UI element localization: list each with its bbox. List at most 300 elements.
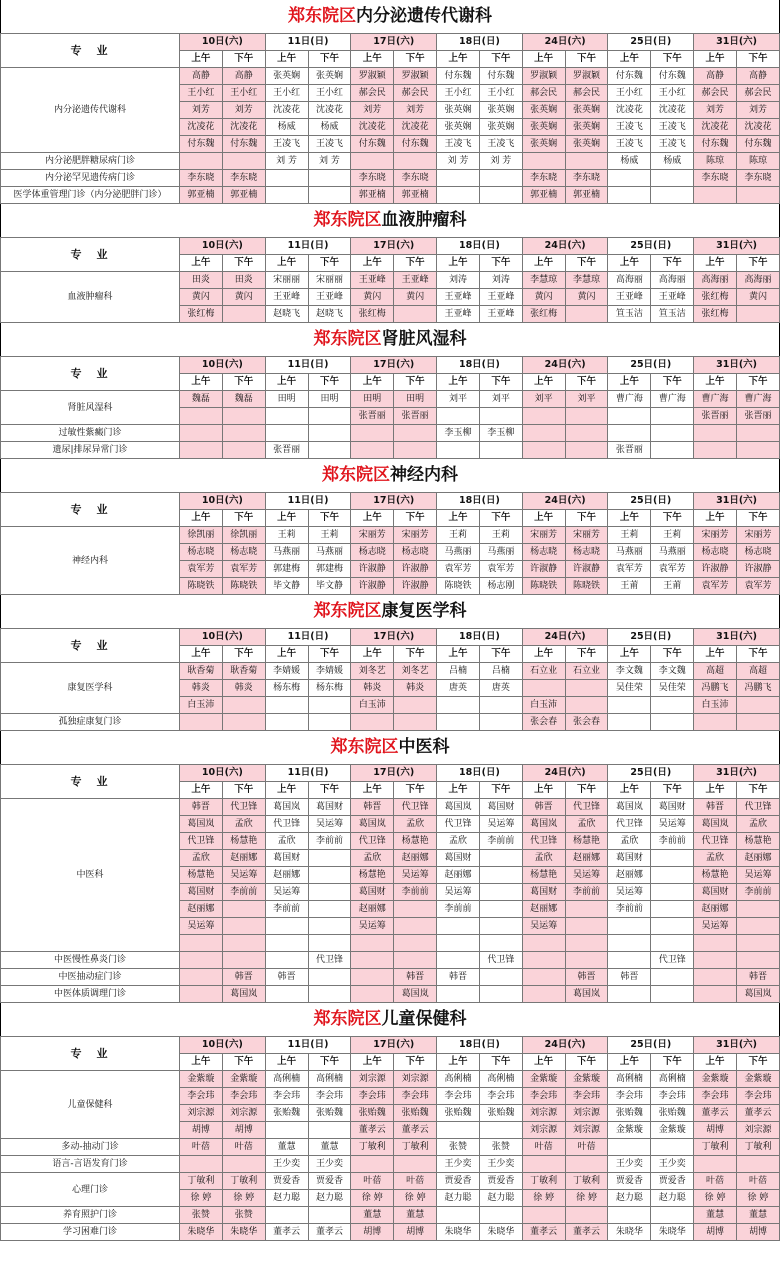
schedule-cell: 吕楠 (479, 663, 522, 680)
date-header: 11日(日) (265, 34, 351, 51)
schedule-cell: 张晋丽 (694, 408, 737, 425)
schedule-cell (394, 952, 437, 969)
date-header: 25日(日) (608, 1037, 694, 1054)
schedule-cell: 刘 芳 (479, 153, 522, 170)
schedule-cell: 董孝云 (351, 1122, 394, 1139)
schedule-cell (565, 935, 608, 952)
table-row (1, 272, 780, 289)
period-header: 上午 (608, 510, 651, 527)
schedule-cell: 李文魏 (608, 663, 651, 680)
schedule-table (0, 237, 780, 323)
schedule-cell: 董孝云 (308, 1224, 351, 1241)
schedule-cell: 杨慧艳 (351, 867, 394, 884)
schedule-cell: 付东魏 (351, 136, 394, 153)
schedule-cell: 韩晋 (565, 969, 608, 986)
schedule-cell: 王小红 (180, 85, 223, 102)
schedule-cell: 刘芳 (351, 102, 394, 119)
schedule-cell: 李东晓 (351, 170, 394, 187)
table-row (1, 1207, 780, 1224)
schedule-cell: 李前前 (651, 833, 694, 850)
schedule-cell: 张英娴 (265, 68, 308, 85)
table-row (1, 969, 780, 986)
period-header: 下午 (222, 374, 265, 391)
period-header: 下午 (394, 510, 437, 527)
schedule-cell (437, 408, 480, 425)
schedule-cell: 高俐楠 (308, 1071, 351, 1088)
schedule-cell: 吴运筹 (351, 918, 394, 935)
schedule-cell (565, 1156, 608, 1173)
schedule-cell: 袁军芳 (694, 578, 737, 595)
schedule-cell: 陈晓铁 (565, 578, 608, 595)
schedule-cell: 杨威 (265, 119, 308, 136)
schedule-cell: 王莉 (608, 527, 651, 544)
schedule-cell: 袁军芳 (437, 561, 480, 578)
schedule-cell (222, 952, 265, 969)
schedule-cell (437, 918, 480, 935)
schedule-cell: 刘涛 (479, 272, 522, 289)
schedule-cell (479, 408, 522, 425)
schedule-cell (265, 952, 308, 969)
schedule-cell (222, 442, 265, 459)
schedule-cell (180, 442, 223, 459)
period-header: 上午 (437, 782, 480, 799)
schedule-cell: 代卫锋 (394, 799, 437, 816)
schedule-cell (608, 697, 651, 714)
schedule-cell (608, 952, 651, 969)
schedule-cell: 李东晓 (522, 170, 565, 187)
section-title-campus: 郑东院区 (313, 329, 382, 349)
schedule-cell (222, 306, 265, 323)
schedule-cell: 吴运筹 (180, 918, 223, 935)
period-header: 下午 (222, 646, 265, 663)
schedule-cell: 孟欣 (180, 850, 223, 867)
schedule-cell: 吴佳荣 (651, 680, 694, 697)
schedule-cell: 郝会民 (522, 85, 565, 102)
date-header: 11日(日) (265, 765, 351, 782)
schedule-cell: 张英娴 (565, 102, 608, 119)
section-title-dept: 康复医学科 (381, 601, 467, 621)
schedule-cell: 董孝云 (565, 1224, 608, 1241)
schedule-cell (522, 680, 565, 697)
schedule-cell: 王凌飞 (651, 119, 694, 136)
schedule-cell (222, 408, 265, 425)
schedule-cell: 赵丽娜 (522, 901, 565, 918)
schedule-cell: 杨志晓 (736, 544, 779, 561)
period-header: 上午 (265, 374, 308, 391)
schedule-cell: 耿香菊 (222, 663, 265, 680)
schedule-cell: 曹广海 (694, 391, 737, 408)
schedule-cell: 胡博 (351, 1224, 394, 1241)
schedule-cell (437, 952, 480, 969)
schedule-cell: 付东魏 (608, 68, 651, 85)
date-header: 11日(日) (265, 493, 351, 510)
schedule-cell (694, 187, 737, 204)
schedule-cell: 代卫锋 (265, 816, 308, 833)
schedule-cell: 马燕丽 (608, 544, 651, 561)
schedule-cell: 韩炎 (180, 680, 223, 697)
period-header: 下午 (308, 510, 351, 527)
schedule-cell (394, 306, 437, 323)
schedule-cell: 宋丽芳 (736, 527, 779, 544)
schedule-cell (694, 986, 737, 1003)
section-title-dept: 中医科 (398, 737, 450, 757)
schedule-cell: 杨志晓 (565, 544, 608, 561)
schedule-cell (736, 901, 779, 918)
header-dates-row (1, 238, 780, 255)
schedule-cell: 代卫锋 (308, 952, 351, 969)
period-header: 下午 (479, 646, 522, 663)
schedule-cell: 高海丽 (736, 272, 779, 289)
schedule-cell: 代卫锋 (651, 952, 694, 969)
period-header: 上午 (351, 510, 394, 527)
schedule-cell: 贾爱香 (651, 1173, 694, 1190)
major-header: 专 业 (1, 238, 180, 272)
schedule-cell (651, 442, 694, 459)
schedule-cell (651, 901, 694, 918)
section-title (0, 731, 780, 764)
schedule-cell: 黄闪 (180, 289, 223, 306)
schedule-cell: 代卫锋 (694, 833, 737, 850)
schedule-cell: 李会玮 (479, 1088, 522, 1105)
schedule-cell: 郭建梅 (265, 561, 308, 578)
schedule-cell: 王凌飞 (308, 136, 351, 153)
period-header: 上午 (180, 646, 223, 663)
period-header: 下午 (308, 51, 351, 68)
schedule-cell (565, 680, 608, 697)
schedule-cell: 金紫璇 (608, 1122, 651, 1139)
schedule-cell: 刘芳 (736, 102, 779, 119)
schedule-cell (479, 1207, 522, 1224)
schedule-cell: 朱晓华 (180, 1224, 223, 1241)
schedule-cell: 金紫璇 (694, 1071, 737, 1088)
section-title (0, 204, 780, 237)
period-header: 下午 (651, 510, 694, 527)
schedule-cell: 高静 (736, 68, 779, 85)
schedule-cell (736, 714, 779, 731)
schedule-cell (222, 1156, 265, 1173)
schedule-cell: 韩炎 (394, 680, 437, 697)
schedule-cell: 曹广海 (651, 391, 694, 408)
schedule-cell (308, 187, 351, 204)
period-header: 下午 (479, 1054, 522, 1071)
period-header: 上午 (180, 255, 223, 272)
schedule-cell: 代卫锋 (736, 799, 779, 816)
schedule-cell: 贾爱香 (479, 1173, 522, 1190)
schedule-cell: 王小红 (437, 85, 480, 102)
schedule-cell: 杨志晓 (694, 544, 737, 561)
date-header: 17日(六) (351, 765, 437, 782)
schedule-cell: 郝会民 (565, 85, 608, 102)
schedule-cell: 马燕丽 (437, 544, 480, 561)
schedule-cell: 付东魏 (222, 136, 265, 153)
schedule-cell (694, 425, 737, 442)
schedule-cell: 王小红 (222, 85, 265, 102)
schedule-cell (694, 935, 737, 952)
schedule-cell: 吕楠 (437, 663, 480, 680)
schedule-cell: 王莉 (479, 527, 522, 544)
schedule-cell: 张英娴 (479, 102, 522, 119)
schedule-cell: 叶蓓 (522, 1139, 565, 1156)
schedule-cell (265, 986, 308, 1003)
schedule-cell: 陈晓铁 (180, 578, 223, 595)
schedule-cell (736, 1156, 779, 1173)
period-header: 下午 (565, 1054, 608, 1071)
schedule-table (0, 764, 780, 1003)
schedule-cell: 李前前 (608, 901, 651, 918)
schedule-cell (694, 442, 737, 459)
major-header: 专 业 (1, 765, 180, 799)
schedule-cell (651, 969, 694, 986)
schedule-cell: 沈凌花 (222, 119, 265, 136)
schedule-cell: 徐 婷 (565, 1190, 608, 1207)
schedule-cell: 张晋丽 (394, 408, 437, 425)
schedule-cell (565, 306, 608, 323)
schedule-cell: 罗淑颖 (565, 68, 608, 85)
schedule-cell (437, 697, 480, 714)
schedule-cell (394, 442, 437, 459)
period-header: 上午 (522, 510, 565, 527)
schedule-cell: 孟欣 (694, 850, 737, 867)
date-header: 18日(日) (437, 493, 523, 510)
schedule-cell (651, 884, 694, 901)
schedule-cell: 张红梅 (522, 306, 565, 323)
schedule-cell (694, 969, 737, 986)
schedule-cell (308, 425, 351, 442)
schedule-cell: 胡博 (394, 1224, 437, 1241)
period-header: 上午 (694, 374, 737, 391)
schedule-cell: 朱晓华 (437, 1224, 480, 1241)
header-dates-row (1, 765, 780, 782)
schedule-cell: 徐 婷 (180, 1190, 223, 1207)
period-header: 下午 (394, 374, 437, 391)
schedule-cell (180, 153, 223, 170)
schedule-cell: 张会春 (522, 714, 565, 731)
schedule-cell: 孟欣 (608, 833, 651, 850)
period-header: 上午 (437, 646, 480, 663)
schedule-cell: 丁敏利 (522, 1173, 565, 1190)
schedule-cell (651, 918, 694, 935)
schedule-cell: 袁军芳 (180, 561, 223, 578)
row-label: 肾脏风湿科 (1, 391, 180, 425)
schedule-cell (265, 1122, 308, 1139)
date-header: 25日(日) (608, 34, 694, 51)
schedule-cell (736, 187, 779, 204)
schedule-cell: 李前前 (565, 884, 608, 901)
schedule-cell: 马燕丽 (479, 544, 522, 561)
schedule-cell: 吴运筹 (736, 867, 779, 884)
schedule-cell: 高俐楠 (479, 1071, 522, 1088)
schedule-cell: 陈琼 (736, 153, 779, 170)
period-header: 下午 (479, 510, 522, 527)
schedule-cell (180, 425, 223, 442)
period-header: 下午 (222, 51, 265, 68)
period-header: 上午 (694, 510, 737, 527)
schedule-cell: 吴运筹 (694, 918, 737, 935)
row-label: 儿童保健科 (1, 1071, 180, 1139)
schedule-cell: 代卫锋 (180, 833, 223, 850)
schedule-cell: 吴运筹 (608, 884, 651, 901)
schedule-cell (394, 1156, 437, 1173)
table-row (1, 1139, 780, 1156)
schedule-cell: 葛国岚 (351, 816, 394, 833)
schedule-cell: 赵丽娜 (265, 867, 308, 884)
schedule-cell: 胡博 (222, 1122, 265, 1139)
schedule-cell (651, 867, 694, 884)
schedule-cell (608, 1207, 651, 1224)
major-header: 专 业 (1, 34, 180, 68)
row-label: 语言-言语发育门诊 (1, 1156, 180, 1173)
schedule-cell: 赵丽娜 (736, 850, 779, 867)
schedule-cell: 王小红 (265, 85, 308, 102)
schedule-cell (351, 153, 394, 170)
schedule-cell: 赵丽娜 (437, 867, 480, 884)
schedule-cell (265, 170, 308, 187)
schedule-cell (479, 867, 522, 884)
schedule-cell: 刘芳 (222, 102, 265, 119)
schedule-cell (351, 969, 394, 986)
schedule-cell: 董慧 (736, 1207, 779, 1224)
schedule-cell (265, 918, 308, 935)
schedule-cell: 王凌飞 (608, 136, 651, 153)
date-header: 10日(六) (180, 34, 266, 51)
schedule-cell: 杨志晓 (222, 544, 265, 561)
schedule-cell: 田明 (308, 391, 351, 408)
schedule-cell: 胡博 (180, 1122, 223, 1139)
schedule-cell: 郭亚楠 (565, 187, 608, 204)
schedule-cell (651, 986, 694, 1003)
schedule-cell (522, 1207, 565, 1224)
schedule-cell: 孟欣 (437, 833, 480, 850)
date-header: 11日(日) (265, 357, 351, 374)
schedule-cell: 葛国岚 (608, 799, 651, 816)
schedule-cell: 金紫璇 (651, 1122, 694, 1139)
schedule-cell (651, 187, 694, 204)
schedule-cell: 丁敏利 (351, 1139, 394, 1156)
header-dates-row (1, 629, 780, 646)
schedule-cell: 胡博 (736, 1224, 779, 1241)
schedule-cell: 魏磊 (222, 391, 265, 408)
schedule-cell: 葛国财 (265, 850, 308, 867)
schedule-cell: 赵丽娜 (565, 850, 608, 867)
schedule-cell: 董孝云 (522, 1224, 565, 1241)
schedule-cell: 韩晋 (180, 799, 223, 816)
schedule-cell: 杨东梅 (265, 680, 308, 697)
schedule-cell (351, 714, 394, 731)
period-header: 上午 (180, 51, 223, 68)
date-header: 17日(六) (351, 238, 437, 255)
schedule-cell: 田明 (265, 391, 308, 408)
date-header: 10日(六) (180, 765, 266, 782)
schedule-cell: 付东魏 (180, 136, 223, 153)
schedule-cell: 葛国岚 (522, 816, 565, 833)
schedule-cell: 高俐楠 (651, 1071, 694, 1088)
schedule-cell (308, 408, 351, 425)
schedule-cell (694, 1156, 737, 1173)
schedule-cell: 赵力聪 (265, 1190, 308, 1207)
period-header: 上午 (522, 255, 565, 272)
period-header: 上午 (265, 510, 308, 527)
schedule-cell: 赵丽娜 (394, 850, 437, 867)
period-header: 上午 (608, 1054, 651, 1071)
schedule-cell: 陈晓铁 (437, 578, 480, 595)
schedule-cell: 董慧 (394, 1207, 437, 1224)
schedule-cell (522, 425, 565, 442)
schedule-cell: 郭亚楠 (394, 187, 437, 204)
schedule-cell: 黄闪 (394, 289, 437, 306)
schedule-cell: 李会玮 (265, 1088, 308, 1105)
schedule-cell: 葛国岚 (222, 986, 265, 1003)
schedule-cell: 高静 (180, 68, 223, 85)
schedule-cell: 沈凌花 (694, 119, 737, 136)
schedule-cell: 许淑静 (394, 561, 437, 578)
period-header: 上午 (351, 51, 394, 68)
schedule-cell: 刘宗源 (351, 1071, 394, 1088)
schedule-cell: 张赞 (222, 1207, 265, 1224)
table-row (1, 1071, 780, 1088)
schedule-cell: 张贻魏 (479, 1105, 522, 1122)
date-header: 10日(六) (180, 357, 266, 374)
table-row (1, 170, 780, 187)
header-dates-row (1, 357, 780, 374)
date-header: 10日(六) (180, 1037, 266, 1054)
major-header: 专 业 (1, 1037, 180, 1071)
period-header: 上午 (694, 51, 737, 68)
schedule-cell: 贾爱香 (308, 1173, 351, 1190)
schedule-cell: 许淑静 (351, 561, 394, 578)
schedule-cell: 刘宗源 (522, 1122, 565, 1139)
schedule-cell: 李会玮 (308, 1088, 351, 1105)
row-label: 中医慢性鼻炎门诊 (1, 952, 180, 969)
schedule-cell: 李会玮 (565, 1088, 608, 1105)
period-header: 下午 (394, 1054, 437, 1071)
schedule-cell: 葛国财 (351, 884, 394, 901)
period-header: 上午 (180, 782, 223, 799)
period-header: 上午 (608, 646, 651, 663)
schedule-cell: 张贻魏 (608, 1105, 651, 1122)
schedule-cell: 王莉 (437, 527, 480, 544)
schedule-cell: 朱晓华 (651, 1224, 694, 1241)
schedule-cell (351, 935, 394, 952)
row-label: 医学体重管理门诊（内分泌肥胖门诊） (1, 187, 180, 204)
period-header: 上午 (351, 782, 394, 799)
table-row (1, 1173, 780, 1190)
schedule-cell: 沈凌花 (265, 102, 308, 119)
schedule-cell: 赵晓飞 (265, 306, 308, 323)
schedule-cell (351, 442, 394, 459)
period-header: 下午 (651, 782, 694, 799)
schedule-cell: 杨慧艳 (180, 867, 223, 884)
schedule-cell: 刘芳 (394, 102, 437, 119)
schedule-cell: 朱晓华 (479, 1224, 522, 1241)
schedule-cell: 王少奕 (437, 1156, 480, 1173)
schedule-cell: 徐凯丽 (180, 527, 223, 544)
schedule-cell (522, 952, 565, 969)
schedule-cell: 刘 芳 (265, 153, 308, 170)
schedule-cell (437, 170, 480, 187)
row-label: 中医抽动症门诊 (1, 969, 180, 986)
schedule-cell: 李前前 (265, 901, 308, 918)
schedule-cell: 张红梅 (694, 289, 737, 306)
schedule-cell (479, 850, 522, 867)
date-header: 31日(六) (694, 34, 780, 51)
period-header: 下午 (736, 510, 779, 527)
period-header: 下午 (479, 255, 522, 272)
schedule-cell: 葛国财 (479, 799, 522, 816)
schedule-cell: 董孝云 (694, 1105, 737, 1122)
schedule-cell (180, 714, 223, 731)
section-title (0, 323, 780, 356)
period-header: 上午 (608, 51, 651, 68)
